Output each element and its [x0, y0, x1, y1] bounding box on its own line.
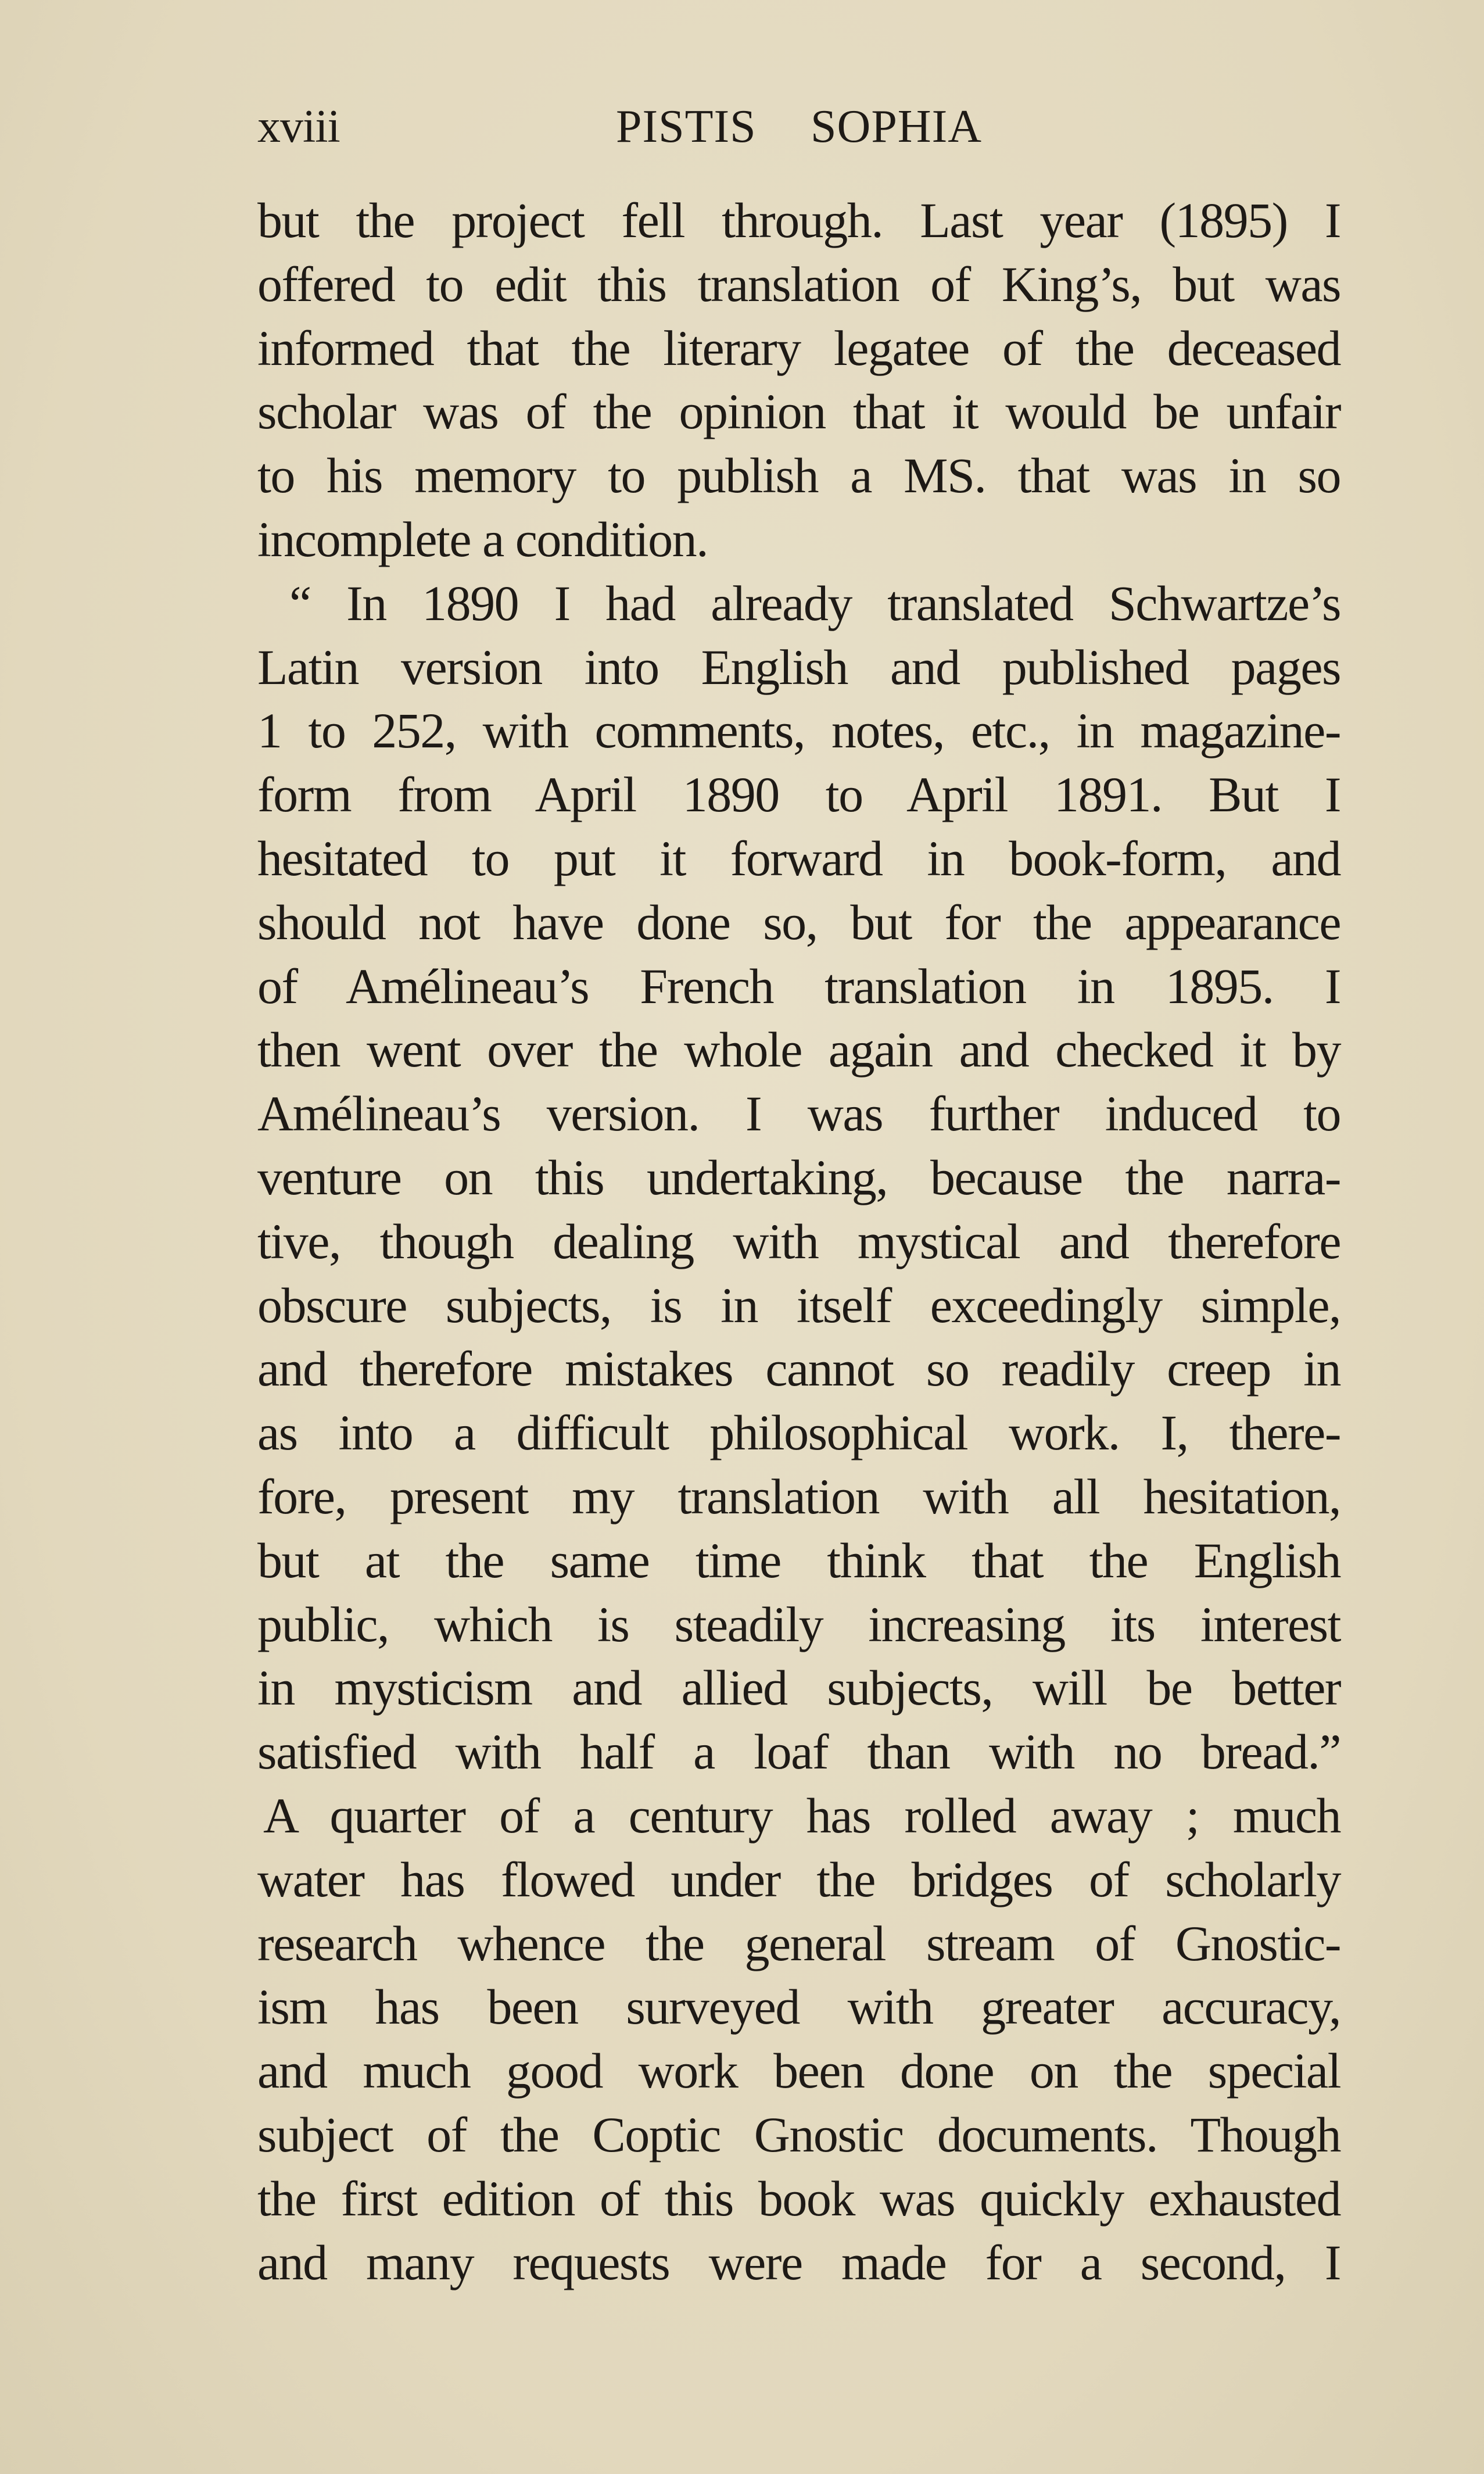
text-line: Amélineau’s version. I was further induced to: [257, 1086, 1340, 1142]
text-line: should not have done so, but for the appearance: [257, 894, 1340, 950]
text-line: fore, present my translation with all hesitation,: [257, 1468, 1340, 1524]
text-line: form from April 1890 to April 1891. But I: [257, 767, 1340, 823]
paragraph: [257, 192, 1340, 575]
text-line: in mysticism and allied subjects, will be better: [257, 1660, 1340, 1716]
page-header: [0, 0, 1484, 151]
page-number: xviii: [257, 101, 340, 152]
text-line: the first edition of this book was quickly exhausted: [257, 2170, 1340, 2226]
text-line: A quarter of a century has rolled away ; much: [263, 1787, 1340, 1843]
text-line: satisfied with half a loaf than with no bread.”: [257, 1724, 1340, 1780]
text-line: venture on this undertaking, because the narra-: [257, 1149, 1340, 1205]
text-line: then went over the whole again and checked it by: [257, 1022, 1340, 1078]
text-line: “ In 1890 I had already translated Schwartze’s: [289, 575, 1340, 631]
body-text: [257, 192, 1340, 2298]
text-line: scholar was of the opinion that it would be unfair: [257, 384, 1340, 440]
text-line: hesitated to put it forward in book-form, and: [257, 830, 1340, 886]
text-line: 1 to 252, with comments, notes, etc., in magazine-: [257, 703, 1340, 759]
text-line: Latin version into English and published pages: [257, 639, 1340, 695]
text-line: informed that the literary legatee of the deceased: [257, 320, 1340, 376]
text-line: and much good work been done on the special: [257, 2043, 1340, 2099]
text-line: public, which is steadily increasing its interest: [257, 1596, 1340, 1652]
text-line: obscure subjects, is in itself exceedingly simple,: [257, 1277, 1340, 1333]
text-line: of Amélineau’s French translation in 1895. I: [257, 958, 1340, 1014]
text-line: and many requests were made for a second, I: [257, 2234, 1340, 2290]
text-line: research whence the general stream of Gnostic-: [257, 1915, 1340, 1971]
text-line: water has flowed under the bridges of scholarly: [257, 1851, 1340, 1907]
text-line: but at the same time think that the English: [257, 1532, 1340, 1588]
text-line: tive, though dealing with mystical and therefore: [257, 1213, 1340, 1269]
running-title: PISTIS SOPHIA: [616, 101, 982, 152]
text-line: subject of the Coptic Gnostic documents. Though: [257, 2106, 1340, 2162]
text-line: and therefore mistakes cannot so readily creep in: [257, 1341, 1340, 1397]
text-line: to his memory to publish a MS. that was in so: [257, 447, 1340, 504]
paragraph: [257, 1788, 1340, 2298]
text-line: but the project fell through. Last year (1895) I: [257, 192, 1340, 248]
text-line: as into a difficult philosophical work. I, there-: [257, 1405, 1340, 1461]
text-line: offered to edit this translation of King’s, but was: [257, 256, 1340, 312]
paragraph: [257, 575, 1340, 1788]
text-line: ism has been surveyed with greater accuracy,: [257, 1979, 1340, 2035]
text-line: incomplete a condition.: [257, 511, 708, 567]
